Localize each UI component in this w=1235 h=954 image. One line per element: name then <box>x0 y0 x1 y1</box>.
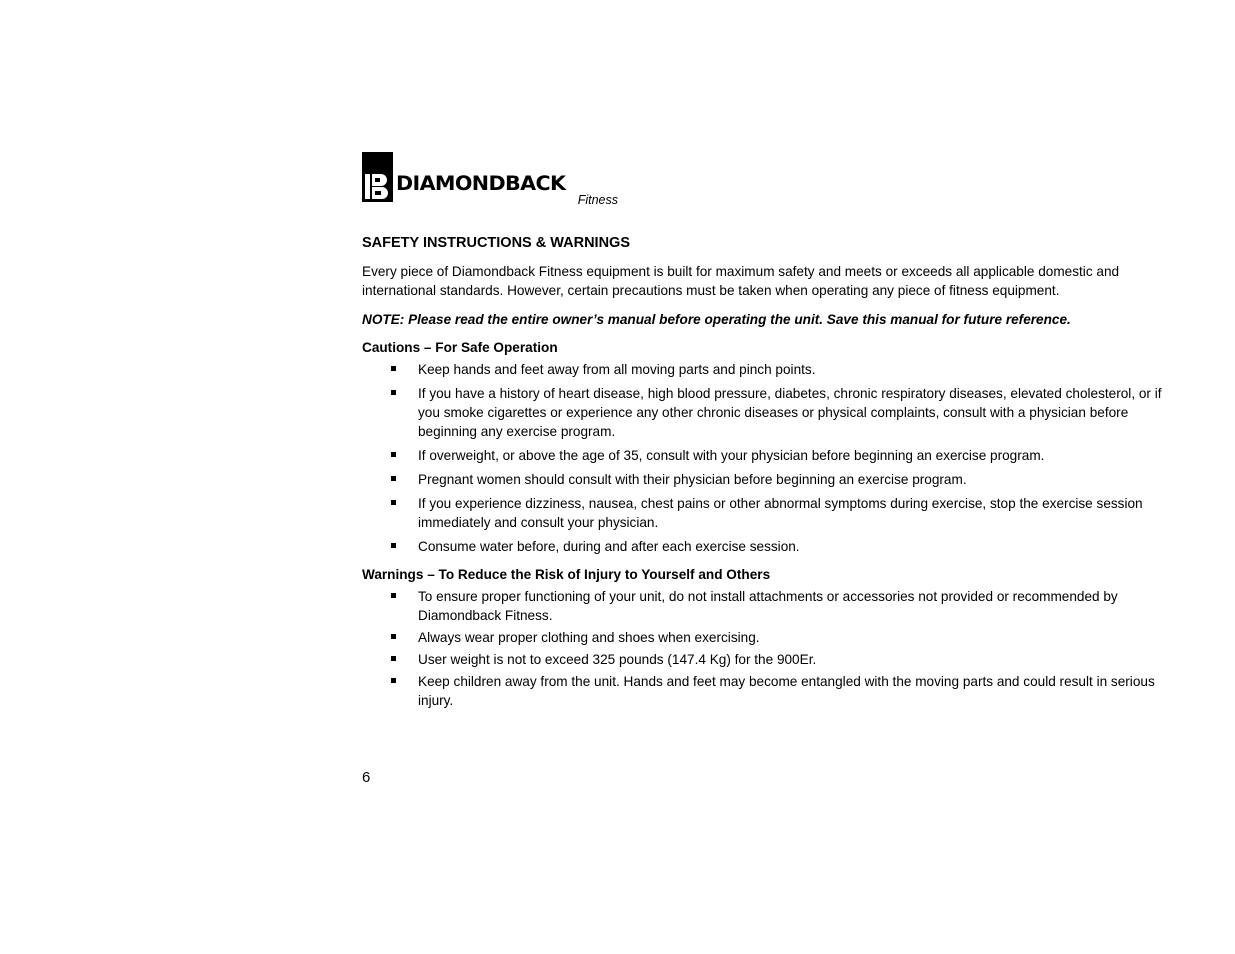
list-item <box>362 360 1177 379</box>
list-item <box>362 587 1177 625</box>
warnings-heading: Warnings – To Reduce the Risk of Injury to Yourself and Others <box>362 567 771 582</box>
list-item <box>362 494 1177 532</box>
warnings-list <box>362 587 1177 710</box>
list-item <box>362 384 1177 441</box>
list-item-text: Keep children away from the unit. Hands and feet may become entangled with the moving parts and could result in serious injury. <box>418 674 1155 708</box>
bullet-square-icon <box>391 390 396 395</box>
bullet-square-icon <box>391 500 396 505</box>
bullet-square-icon <box>391 476 396 481</box>
list-item-text: Consume water before, during and after each exercise session. <box>418 539 800 554</box>
diamondback-logo <box>362 152 1177 208</box>
list-item-text: If overweight, or above the age of 35, consult with your physician before beginning an exercise program. <box>418 448 1045 463</box>
bullet-square-icon <box>391 656 396 661</box>
section-title: SAFETY INSTRUCTIONS & WARNINGS <box>362 235 630 251</box>
logo-subtitle: Fitness <box>577 193 618 207</box>
bullet-square-icon <box>391 543 396 548</box>
list-item-text: To ensure proper functioning of your unit, do not install attachments or accessories not provided or recommended by Diamondback Fitness. <box>418 589 1118 623</box>
list-item-text: User weight is not to exceed 325 pounds (147.4 Kg) for the 900Er. <box>418 652 817 667</box>
list-item <box>362 446 1177 465</box>
list-item-text: Pregnant women should consult with their physician before beginning an exercise program. <box>418 472 967 487</box>
list-item-text: Always wear proper clothing and shoes when exercising. <box>418 630 760 645</box>
page-number: 6 <box>362 769 371 786</box>
diamondback-db-icon <box>362 152 393 202</box>
bullet-square-icon <box>391 634 396 639</box>
bullet-square-icon <box>391 593 396 598</box>
manual-page <box>362 152 1177 713</box>
list-item <box>362 650 1177 669</box>
intro-paragraph: Every piece of Diamondback Fitness equipment is built for maximum safety and meets or exceeds all applicable domestic and international standards. However, certain precautions must be taken when operating any piece of fitness equipment. <box>362 264 1120 298</box>
list-item <box>362 470 1177 489</box>
logo-wordmark: DIAMONDBACK <box>396 172 566 195</box>
bullet-square-icon <box>391 366 396 371</box>
logo-text <box>396 173 616 207</box>
list-item-text: If you experience dizziness, nausea, chest pains or other abnormal symptoms during exercise, stop the exercise session immediately and consult your physician. <box>418 496 1143 530</box>
bullet-square-icon <box>391 678 396 683</box>
list-item-text: If you have a history of heart disease, high blood pressure, diabetes, chronic respiratory diseases, elevated cholesterol, or if you smoke cigarettes or experience any other chronic diseases or physical complaints, consult with a physician before beginning any exercise program. <box>418 386 1162 439</box>
list-item <box>362 628 1177 647</box>
list-item <box>362 672 1177 710</box>
list-item-text: Keep hands and feet away from all moving parts and pinch points. <box>418 362 816 377</box>
cautions-list <box>362 360 1177 556</box>
note-paragraph: NOTE: Please read the entire owner’s manual before operating the unit. Save this manual for future reference. <box>362 312 1071 327</box>
cautions-heading: Cautions – For Safe Operation <box>362 340 558 355</box>
list-item <box>362 537 1177 556</box>
bullet-square-icon <box>391 452 396 457</box>
